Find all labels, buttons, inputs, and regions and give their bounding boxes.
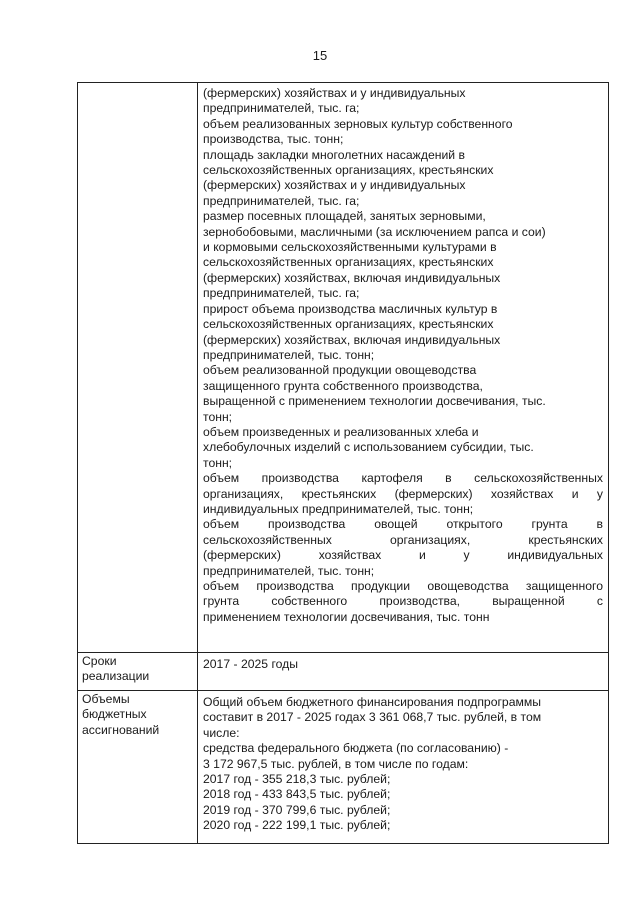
content-line: предпринимателей, тыс. га; <box>203 101 360 116</box>
content-line: сельскохозяйственных организациях, крестьянских <box>203 317 494 332</box>
content-line: объем производства продукции овощеводства защищенного <box>203 578 603 593</box>
content-line: (фермерских) хозяйствах и у индивидуальных <box>203 86 466 100</box>
content-line: зернобобовыми, масличными (за исключением рапса и сои) <box>203 224 546 239</box>
content-line: объем производства овощей открытого грунта в <box>203 517 603 532</box>
row-label-cell <box>78 83 198 653</box>
content-line: применением технологии досвечивания, тыс. тонн <box>203 609 490 624</box>
table-row-budget <box>78 691 609 844</box>
content-line: площадь закладки многолетних насаждений в <box>203 147 465 162</box>
page-number: 15 <box>312 48 328 63</box>
content-line: средства федерального бюджета (по согласованию) - <box>203 741 509 756</box>
row-label-line: Сроки <box>82 654 117 668</box>
row-label-line: ассигнований <box>82 722 160 737</box>
content-line: организациях, крестьянских (фермерских) хозяйствах и у <box>203 486 603 501</box>
table-row-timeframe <box>78 653 609 691</box>
content-line: 3 172 967,5 тыс. рублей, в том числе по годам: <box>203 756 469 771</box>
row-content-cell <box>198 691 609 844</box>
content-line: предпринимателей, тыс. тонн; <box>203 347 375 362</box>
content-line: сельскохозяйственных организациях, крестьянских <box>203 532 603 547</box>
row-label-line: Объемы <box>82 692 130 706</box>
row-label-cell <box>78 691 198 844</box>
row-content-cell <box>198 653 609 691</box>
content-line: 2018 год - 433 843,5 тыс. рублей; <box>203 787 391 802</box>
content-line: производства, тыс. тонн; <box>203 132 344 147</box>
content-line: числе: <box>203 725 240 740</box>
content-line: Общий объем бюджетного финансирования подпрограммы <box>203 695 541 709</box>
content-line: размер посевных площадей, занятых зерновыми, <box>203 209 486 224</box>
content-line: грунта собственного производства, выращенной с <box>203 594 603 609</box>
content-line: и кормовыми сельскохозяйственными культурами в <box>203 240 497 255</box>
content-line: 2017 - 2025 годы <box>203 657 299 671</box>
passport-table <box>77 82 609 844</box>
content-line: объем реализованных зерновых культур собственного <box>203 116 513 131</box>
content-line: 2017 год - 355 218,3 тыс. рублей; <box>203 772 391 787</box>
content-line: предпринимателей, тыс. га; <box>203 193 360 208</box>
row-label-line: бюджетных <box>82 707 147 722</box>
row-label-line: реализации <box>82 669 150 684</box>
content-line: (фермерских) хозяйствах и у индивидуальных <box>203 178 466 193</box>
content-line: (фермерских) хозяйствах, включая индивидуальных <box>203 332 501 347</box>
content-line: 2019 год - 370 799,6 тыс. рублей; <box>203 802 391 817</box>
row-label-cell <box>78 653 198 691</box>
content-line: предпринимателей, тыс. га; <box>203 286 360 301</box>
content-line: сельскохозяйственных организациях, крестьянских <box>203 163 494 178</box>
content-line: прирост объема производства масличных культур в <box>203 301 498 316</box>
content-line: объем реализованной продукции овощеводства <box>203 363 477 378</box>
content-line: предпринимателей, тыс. тонн; <box>203 563 375 578</box>
content-line: (фермерских) хозяйствах и у индивидуальных <box>203 548 603 563</box>
content-line: (фермерских) хозяйствах, включая индивидуальных <box>203 270 501 285</box>
table-row-indicators <box>78 83 609 653</box>
content-line: выращенной с применением технологии досвечивания, тыс. <box>203 394 546 409</box>
content-line: хлебобулочных изделий с использованием субсидии, тыс. <box>203 440 534 455</box>
content-line: составит в 2017 - 2025 годах 3 361 068,7 тыс. рублей, в том <box>203 710 542 725</box>
content-line: индивидуальных предпринимателей, тыс. тонн; <box>203 501 474 516</box>
content-line: объем производства картофеля в сельскохозяйственных <box>203 471 603 486</box>
row-content-cell <box>198 83 609 653</box>
content-line: 2020 год - 222 199,1 тыс. рублей; <box>203 818 391 833</box>
content-line: защищенного грунта собственного производства, <box>203 378 483 393</box>
content-line: тонн; <box>203 455 233 470</box>
content-line: сельскохозяйственных организациях, крестьянских <box>203 255 494 270</box>
content-line: тонн; <box>203 409 233 424</box>
content-line: объем произведенных и реализованных хлеба и <box>203 424 479 439</box>
